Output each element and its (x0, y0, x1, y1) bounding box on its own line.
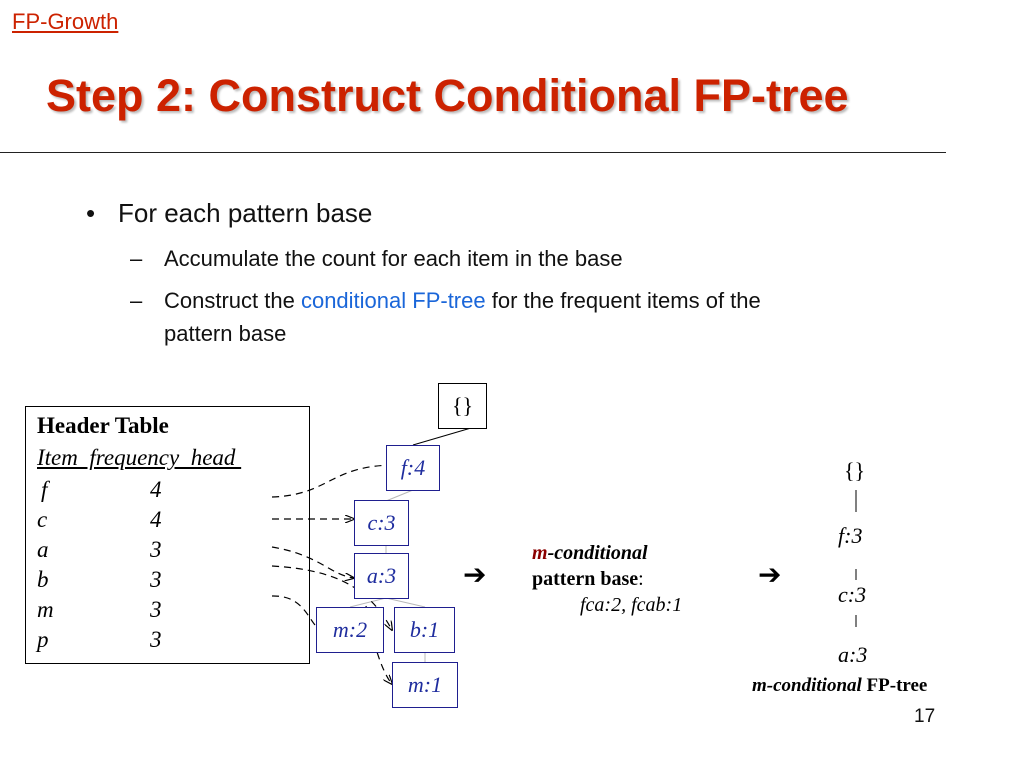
link-f (272, 465, 396, 497)
slide-title: Step 2: Construct Conditional FP-tree (46, 70, 849, 121)
cond-tree-caption-bold: FP-tree (861, 675, 928, 696)
sub-bullet-1-text: Accumulate the count for each item in the base (164, 246, 623, 271)
conditional-fp-tree-highlight: conditional FP-tree (300, 288, 486, 313)
frequency-cell: 3 (150, 567, 162, 592)
item-cell: c (37, 507, 48, 532)
mcond-colon: : (638, 568, 644, 590)
item-cell: p (37, 627, 49, 652)
dash-marker: – (130, 246, 143, 271)
mcond-pattern-base: pattern base (532, 568, 639, 590)
cond-tree-caption-italic: m-conditional (752, 675, 862, 696)
page-number: 17 (914, 706, 936, 727)
right-arrow-icon: ➔ (758, 558, 782, 591)
frequency-cell: 3 (150, 627, 162, 652)
node-m2: m:2 (316, 607, 384, 653)
cond-tree-node-c: c:3 (838, 582, 867, 607)
edge-a-b (386, 598, 425, 607)
link-a (272, 547, 354, 578)
node-a3: a:3 (354, 553, 409, 599)
cond-tree-node-a: a:3 (838, 642, 868, 667)
m-conditional-pattern-base (532, 540, 682, 618)
node-b1: b:1 (394, 607, 455, 653)
header-table-title: Header Table (37, 413, 169, 438)
edge-a-m (350, 598, 386, 607)
fp-tree-root: {} (438, 383, 487, 429)
sub-bullet-2-line2: pattern base (164, 321, 287, 346)
header-table-columns: Item frequency head (37, 445, 242, 470)
right-arrow-icon: ➔ (463, 558, 487, 591)
cond-tree-root: {} (844, 458, 866, 483)
mcond-line2 (532, 566, 682, 592)
item-cell: b (37, 567, 49, 592)
item-cell: f (41, 477, 48, 502)
mcond-m: m (532, 542, 548, 564)
edge-root-f (413, 428, 471, 445)
bullet-main-text: For each pattern base (118, 198, 373, 228)
frequency-cell: 3 (150, 537, 162, 562)
cond-tree-node-f: f:3 (838, 523, 863, 548)
frequency-cell: 4 (150, 477, 162, 502)
node-c3: c:3 (354, 500, 409, 546)
sub-bullet-2-pre: Construct the (164, 288, 301, 313)
node-f4: f:4 (386, 445, 440, 491)
mcond-bases: fca:2, fcab:1 (580, 594, 683, 616)
node-m1: m:1 (392, 662, 458, 708)
cond-tree-caption (752, 675, 927, 697)
mcond-label: -conditional (547, 542, 648, 564)
breadcrumb-link[interactable]: FP-Growth (12, 9, 119, 34)
dash-marker: – (130, 288, 143, 313)
item-cell: a (37, 537, 49, 562)
sub-bullet-2-post: for the frequent items of the (485, 288, 761, 313)
frequency-cell: 3 (150, 597, 162, 622)
mcond-line1 (532, 540, 682, 566)
frequency-cell: 4 (150, 507, 162, 532)
item-cell: m (37, 597, 54, 622)
bullet-marker: • (86, 198, 96, 228)
